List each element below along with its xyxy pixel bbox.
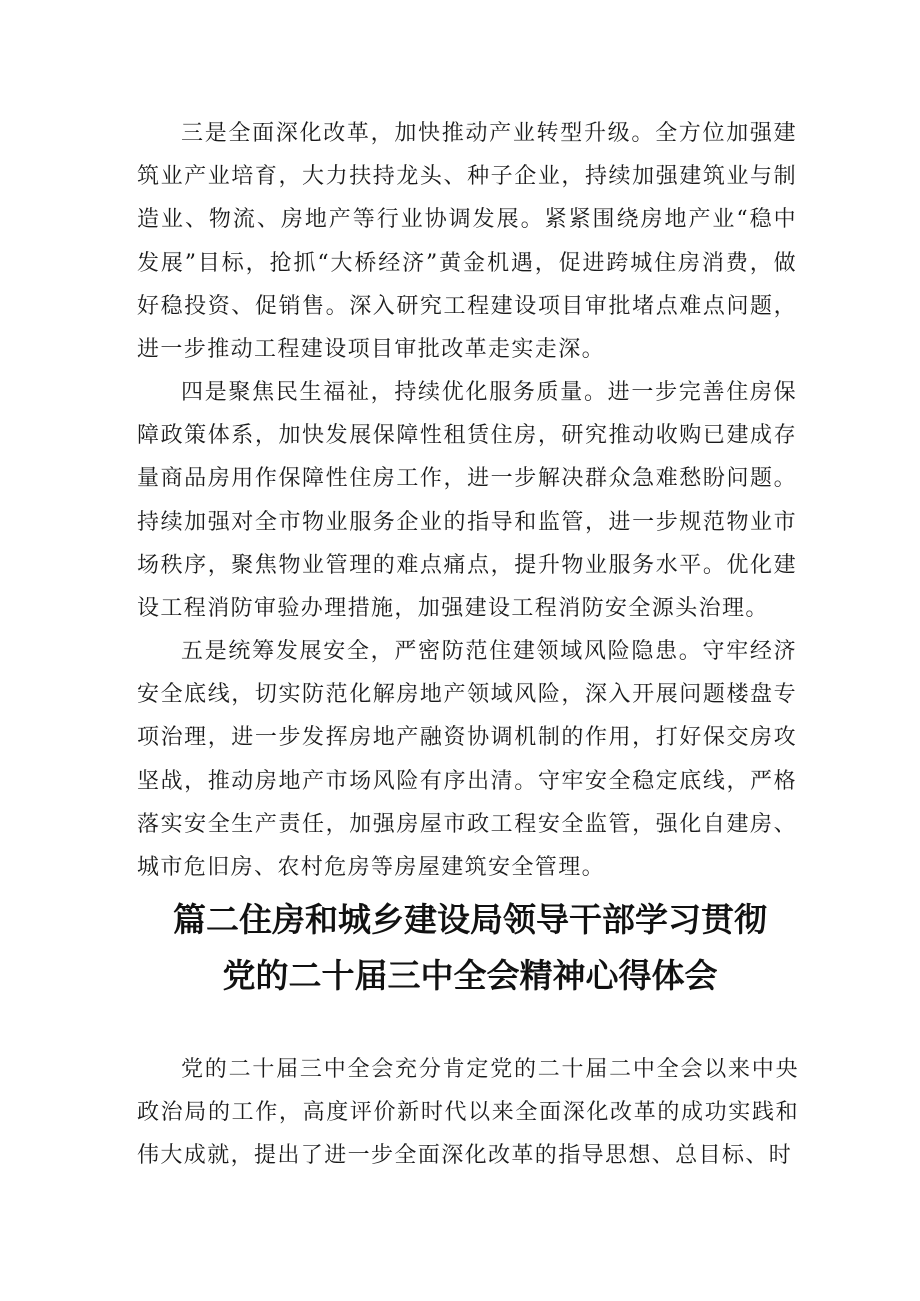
section-heading-line-2: 党的二十届三中全会精神心得体会 <box>222 956 718 995</box>
paragraph-livelihood: 四是聚焦民生福祉，持续优化服务质量。进一步完善住房保障政策体系，加快发展保障性租赁住房，研究推动收购已建成存量商品房用作保障性住房工作，进一步解决群众急难愁盼问题。持续加强对全市物业服务企业的指导和监管，进一步规范物业市场秩序，聚焦物业管理的难点痛点，提升物业服务水平。优化建设工程消防审验办理措施，加强建设工程消防安全源头治理。 <box>137 380 797 622</box>
paragraph-safety: 五是统筹发展安全，严密防范住建领域风险隐患。守牢经济安全底线，切实防范化解房地产领域风险，深入开展问题楼盘专项治理，进一步发挥房地产融资协调机制的作用，打好保交房攻坚战，推动房地产市场风险有序出清。守牢安全稳定底线，严格落实安全生产责任，加强房屋市政工程安全监管，强化自建房、城市危旧房、农村危房等房屋建筑安全管理。 <box>137 639 797 881</box>
paragraph-intro: 党的二十届三中全会充分肯定党的二十届二中全会以来中央政治局的工作，高度评价新时代以来全面深化改革的成功实践和伟大成就，提出了进一步全面深化改革的指导思想、总目标、时 <box>137 1057 799 1169</box>
paragraph-reform: 三是全面深化改革，加快推动产业转型升级。全方位加强建筑业产业培育，大力扶持龙头、种子企业，持续加强建筑业与制造业、物流、房地产等行业协调发展。紧紧围绕房地产业“稳中发展”目标，抢抓“大桥经济”黄金机遇，促进跨城住房消费，做好稳投资、促销售。深入研究工程建设项目审批堵点难点问题，进一步推动工程建设项目审批改革走实走深。 <box>137 121 797 363</box>
section-heading-line-1: 篇二住房和城乡建设局领导干部学习贯彻 <box>173 900 767 939</box>
